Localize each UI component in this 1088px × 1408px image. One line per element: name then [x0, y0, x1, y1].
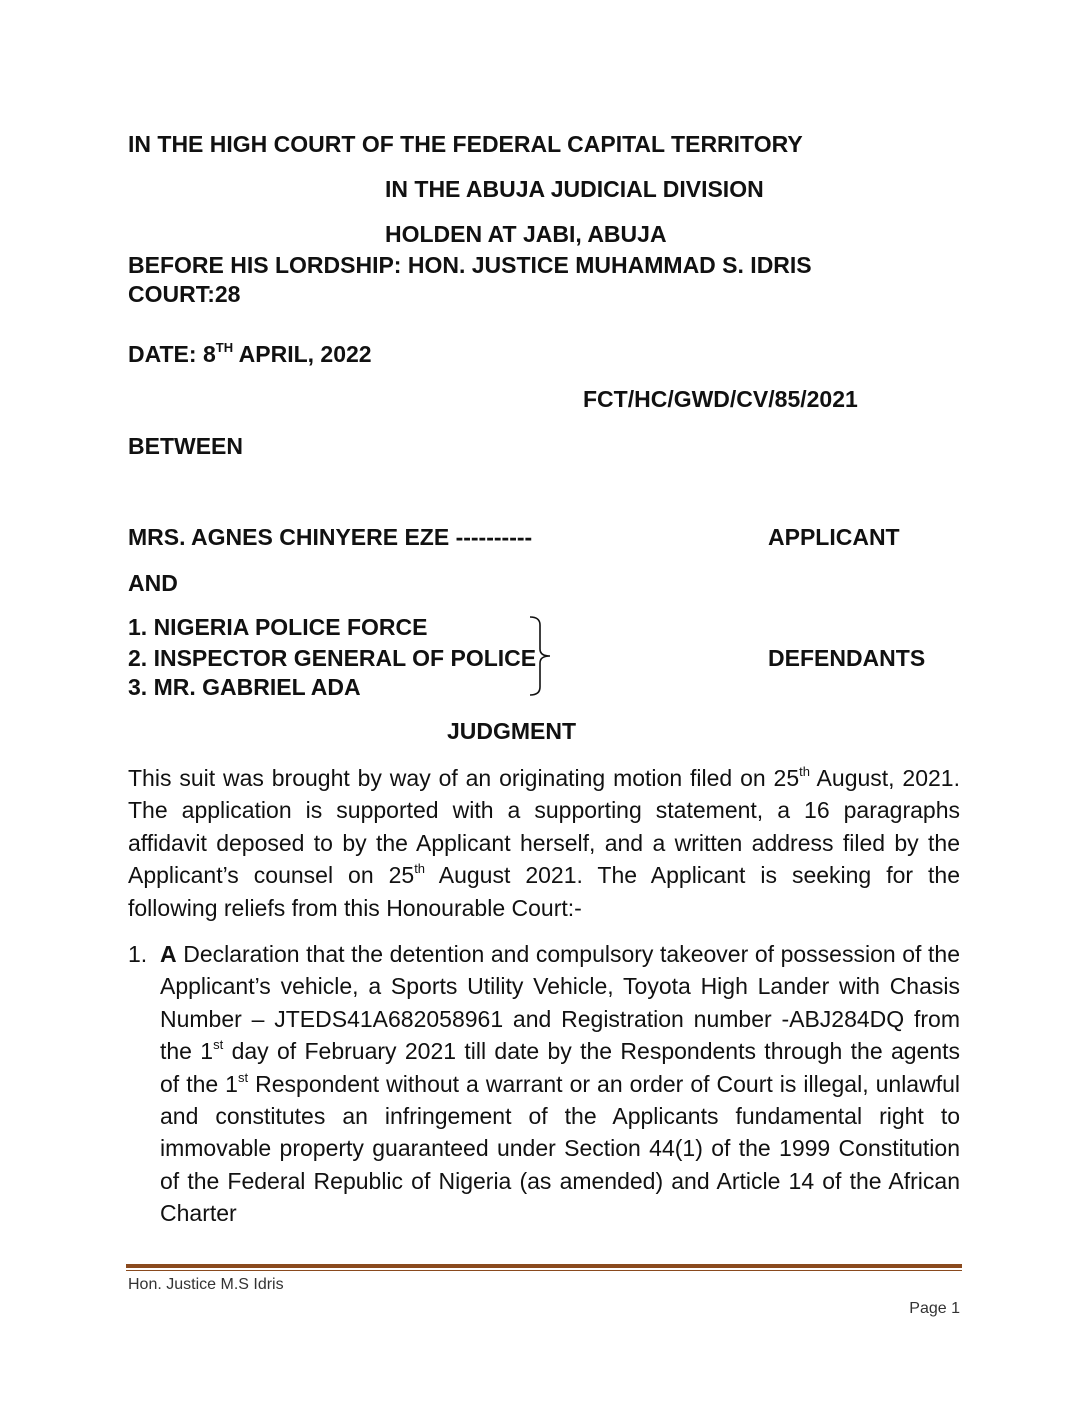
defendants-brace — [528, 615, 558, 697]
applicant-role: APPLICANT — [768, 524, 900, 550]
defendant-2: 2. INSPECTOR GENERAL OF POLICE — [128, 645, 537, 671]
relief-1-text-c: Respondent without a warrant or an order of Court is illegal, unlawful and constitutes an infringement of the Applicants fundamental right to immovable property guaranteed under Section 44(1) of the 1999 Constitution of the Federal Republic of Nigeria (as amended) and Article 14 of the African Charter — [160, 1070, 961, 1227]
date-prefix: DATE: 8 — [128, 341, 216, 367]
and-label: AND — [128, 570, 178, 596]
para1-text-c: August 2021. The Applicant is seeking for the following reliefs from this Honourable Court:- — [128, 862, 960, 921]
footer-author: Hon. Justice M.S Idris — [128, 1276, 284, 1293]
suit-number: FCT/HC/GWD/CV/85/2021 — [583, 386, 858, 412]
holden-line: HOLDEN AT JABI, ABUJA — [385, 221, 667, 247]
date-superscript: TH — [215, 340, 234, 355]
defendants-role: DEFENDANTS — [768, 645, 926, 671]
court-title: IN THE HIGH COURT OF THE FEDERAL CAPITAL TERRITORY — [128, 131, 803, 157]
judgment-date — [128, 340, 372, 368]
defendant-1: 1. NIGERIA POLICE FORCE — [128, 614, 428, 640]
division-line: IN THE ABUJA JUDICIAL DIVISION — [385, 176, 764, 202]
before-line: BEFORE HIS LORDSHIP: HON. JUSTICE MUHAMMAD S. IDRIS — [128, 252, 812, 278]
relief-1-sup-1: st — [213, 1037, 224, 1053]
applicant-name: MRS. AGNES CHINYERE EZE ---------- — [128, 524, 533, 550]
relief-1-sup-2: st — [237, 1069, 249, 1085]
para1-text-b: August, 2021. The application is supported with a supporting statement, a 16 paragraphs affidavit deposed to by the Applicant herself, and a written address filed by the Applicant’s counsel on 25 — [128, 765, 960, 889]
date-suffix: APRIL, 2022 — [233, 341, 372, 367]
relief-1-text-b: day of February 2021 till date by the Respondents through the agents of the 1 — [160, 1038, 960, 1097]
defendant-3: 3. MR. GABRIEL ADA — [128, 674, 361, 700]
para1-sup-2: th — [414, 861, 426, 877]
para1-sup-1: th — [799, 764, 810, 779]
page-number: Page 1 — [909, 1300, 960, 1317]
relief-1-text — [160, 938, 960, 1230]
para1-text-a: This suit was brought by way of an originating motion filed on 25 — [128, 765, 800, 791]
judgment-title: JUDGMENT — [447, 718, 577, 744]
relief-1-number: 1. — [128, 941, 148, 967]
relief-1-text-a: Declaration that the detention and compulsory takeover of possession of the Applicant’s vehicle, a Sports Utility Vehicle, Toyota High Lander with Chasis Number – JTEDS41A682058961 and Registration number -ABJ284DQ from the 1 — [160, 941, 960, 1065]
court-number: COURT:28 — [128, 281, 241, 307]
footer-rule-thick — [126, 1264, 962, 1268]
footer-rule-thin — [126, 1270, 962, 1271]
judgment-paragraph-1 — [128, 762, 960, 924]
relief-1-lead: A — [160, 941, 177, 967]
between-label: BETWEEN — [128, 433, 243, 459]
